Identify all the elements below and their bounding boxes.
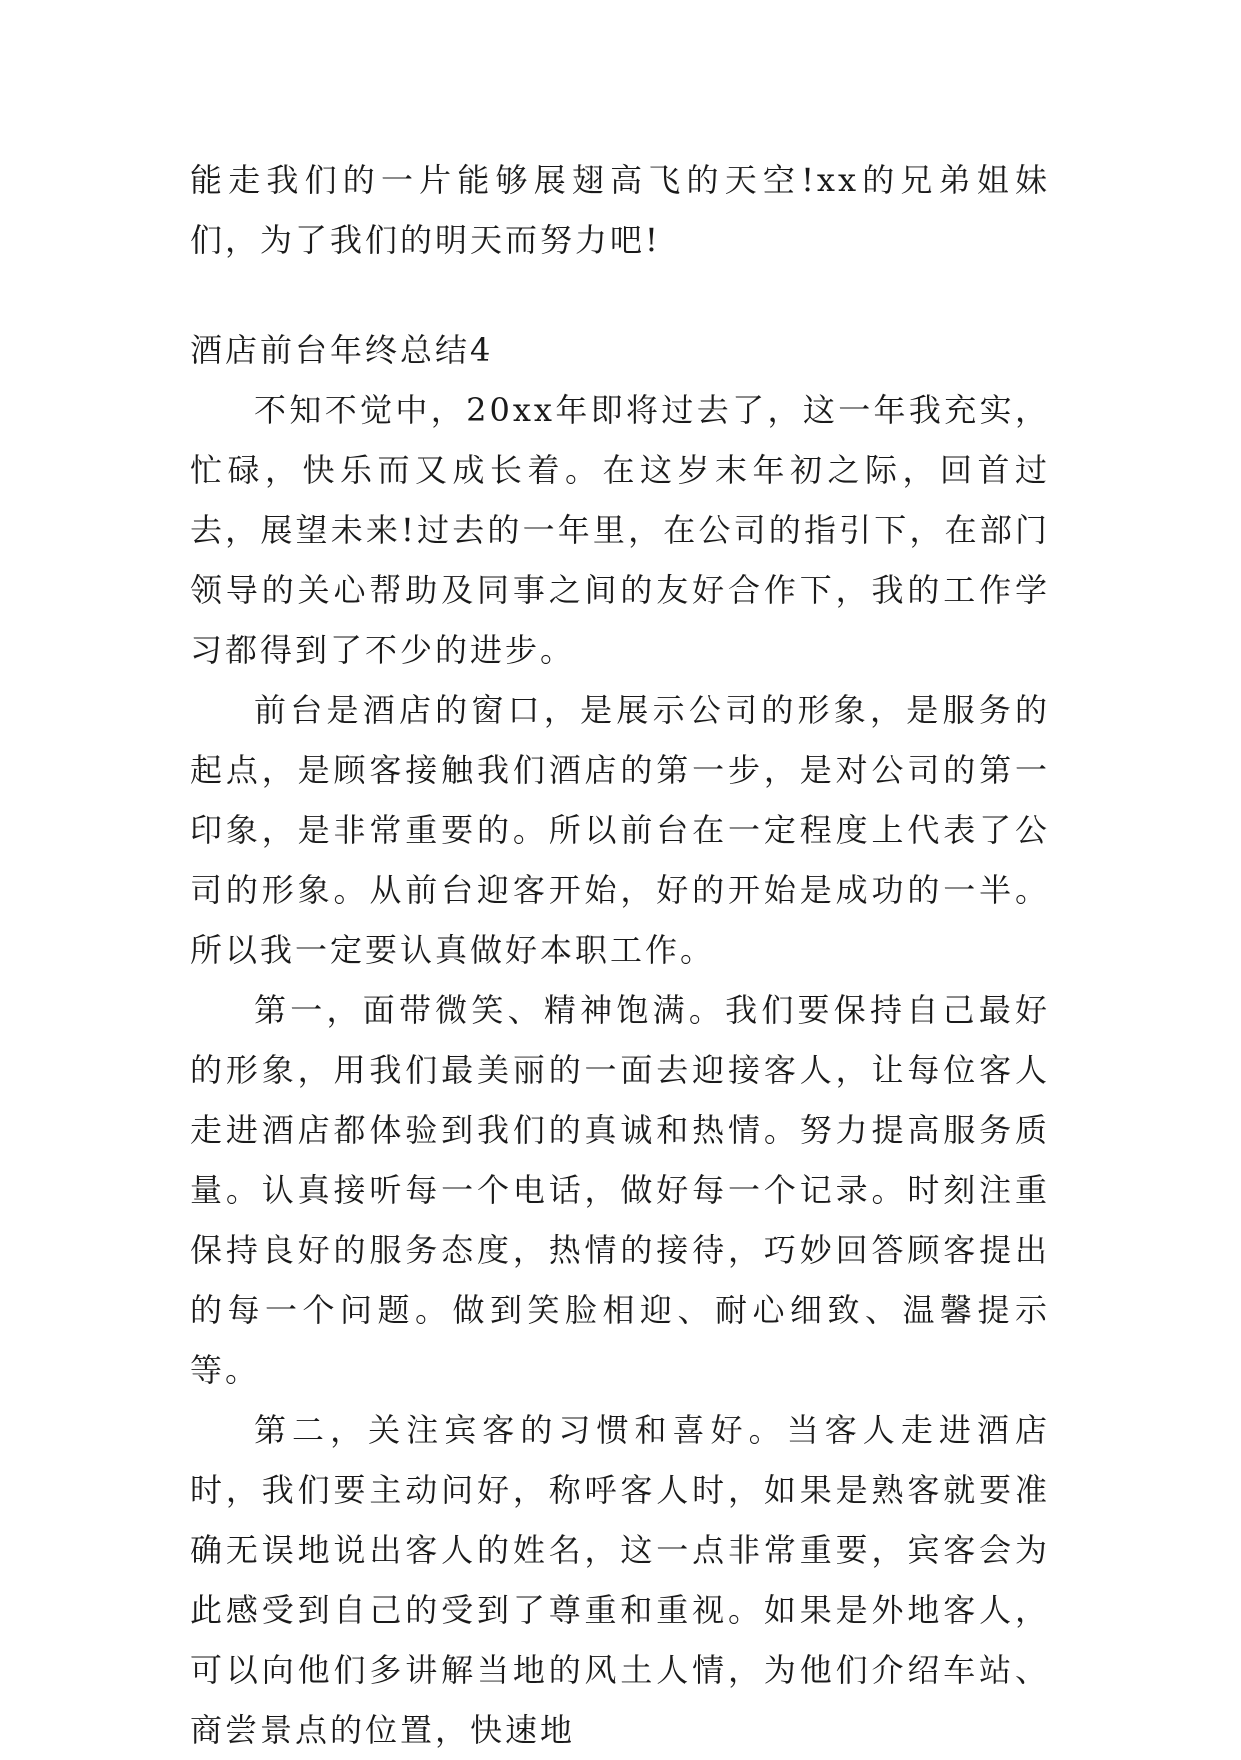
body-paragraph-second-point: 第二，关注宾客的习惯和喜好。当客人走进酒店时，我们要主动问好，称呼客人时，如果是熟客就要准确无误地说出客人的姓名，这一点非常重要，宾客会为此感受到自己的受到了尊重和重视。如果是外地客人，可以向他们多讲解当地的风土人情，为他们介绍车站、商尝景点的位置，快速地 [190, 1411, 1050, 1749]
body-paragraph-first-point: 第一，面带微笑、精神饱满。我们要保持自己最好的形象，用我们最美丽的一面去迎接客人，让每位客人走进酒店都体验到我们的真诚和热情。努力提高服务质量。认真接听每一个电话，做好每一个记录。时刻注重保持良好的服务态度，热情的接待，巧妙回答顾客提出的每一个问题。做到笑脸相迎、耐心细致、温馨提示等。 [190, 991, 1050, 1389]
document-body [190, 150, 1050, 1760]
section-title: 酒店前台年终总结4 [190, 331, 494, 369]
body-paragraph-front-desk: 前台是酒店的窗口，是展示公司的形象，是服务的起点，是顾客接触我们酒店的第一步，是对公司的第一印象，是非常重要的。所以前台在一定程度上代表了公司的形象。从前台迎客开始，好的开始是成功的一半。所以我一定要认真做好本职工作。 [190, 691, 1050, 969]
body-paragraph-intro: 不知不觉中，20xx年即将过去了，这一年我充实，忙碌，快乐而又成长着。在这岁末年初之际，回首过去，展望未来!过去的一年里，在公司的指引下，在部门领导的关心帮助及同事之间的友好合作下，我的工作学习都得到了不少的进步。 [190, 391, 1050, 669]
continuation-paragraph: 能走我们的一片能够展翅高飞的天空!xx的兄弟姐妹们，为了我们的明天而努力吧! [190, 161, 1050, 259]
